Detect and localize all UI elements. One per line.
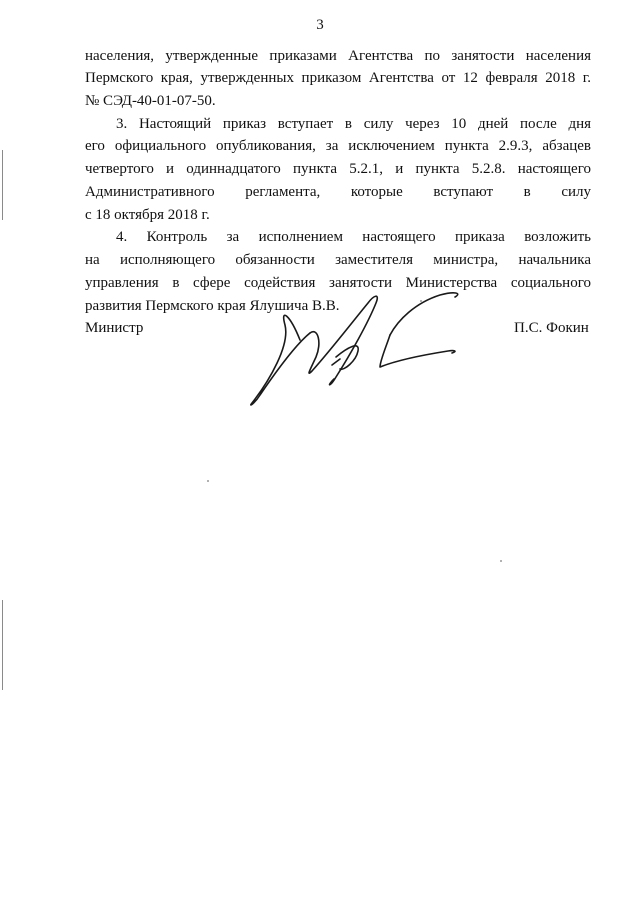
clause-3-line: Административного регламента, которые вступают в силу: [85, 184, 591, 200]
signer-title: Министр: [85, 320, 144, 336]
scan-edge-mark: [2, 150, 3, 220]
scan-speck: [420, 300, 422, 302]
scan-speck: [207, 480, 209, 482]
clause-3-line: его официального опубликования, за исключением пункта 2.9.3, абзацев: [85, 138, 591, 154]
clause-3-line: 3. Настоящий приказ вступает в силу через 10 дней после дня: [116, 116, 591, 132]
body-line: населения, утвержденные приказами Агентства по занятости населения: [85, 48, 591, 64]
scan-edge-mark: [2, 600, 3, 690]
body-line: Пермского края, утвержденных приказом Агентства от 12 февраля 2018 г.: [85, 70, 591, 86]
signer-name: П.С. Фокин: [514, 320, 589, 336]
handwritten-signature: [240, 285, 470, 415]
body-line: № СЭД-40-01-07-50.: [85, 93, 216, 109]
clause-4-line: управления в сфере содействия занятости Министерства социального: [85, 275, 591, 291]
scan-speck: [500, 560, 502, 562]
clause-4-line: 4. Контроль за исполнением настоящего приказа возложить: [116, 229, 591, 245]
clause-3-line: с 18 октября 2018 г.: [85, 207, 210, 223]
page-number: 3: [316, 17, 324, 33]
clause-4-line: на исполняющего обязанности заместителя министра, начальника: [85, 252, 591, 268]
clause-4-line: развития Пермского края Ялушича В.В.: [85, 298, 340, 314]
clause-3-line: четвертого и одиннадцатого пункта 5.2.1, и пункта 5.2.8. настоящего: [85, 161, 591, 177]
